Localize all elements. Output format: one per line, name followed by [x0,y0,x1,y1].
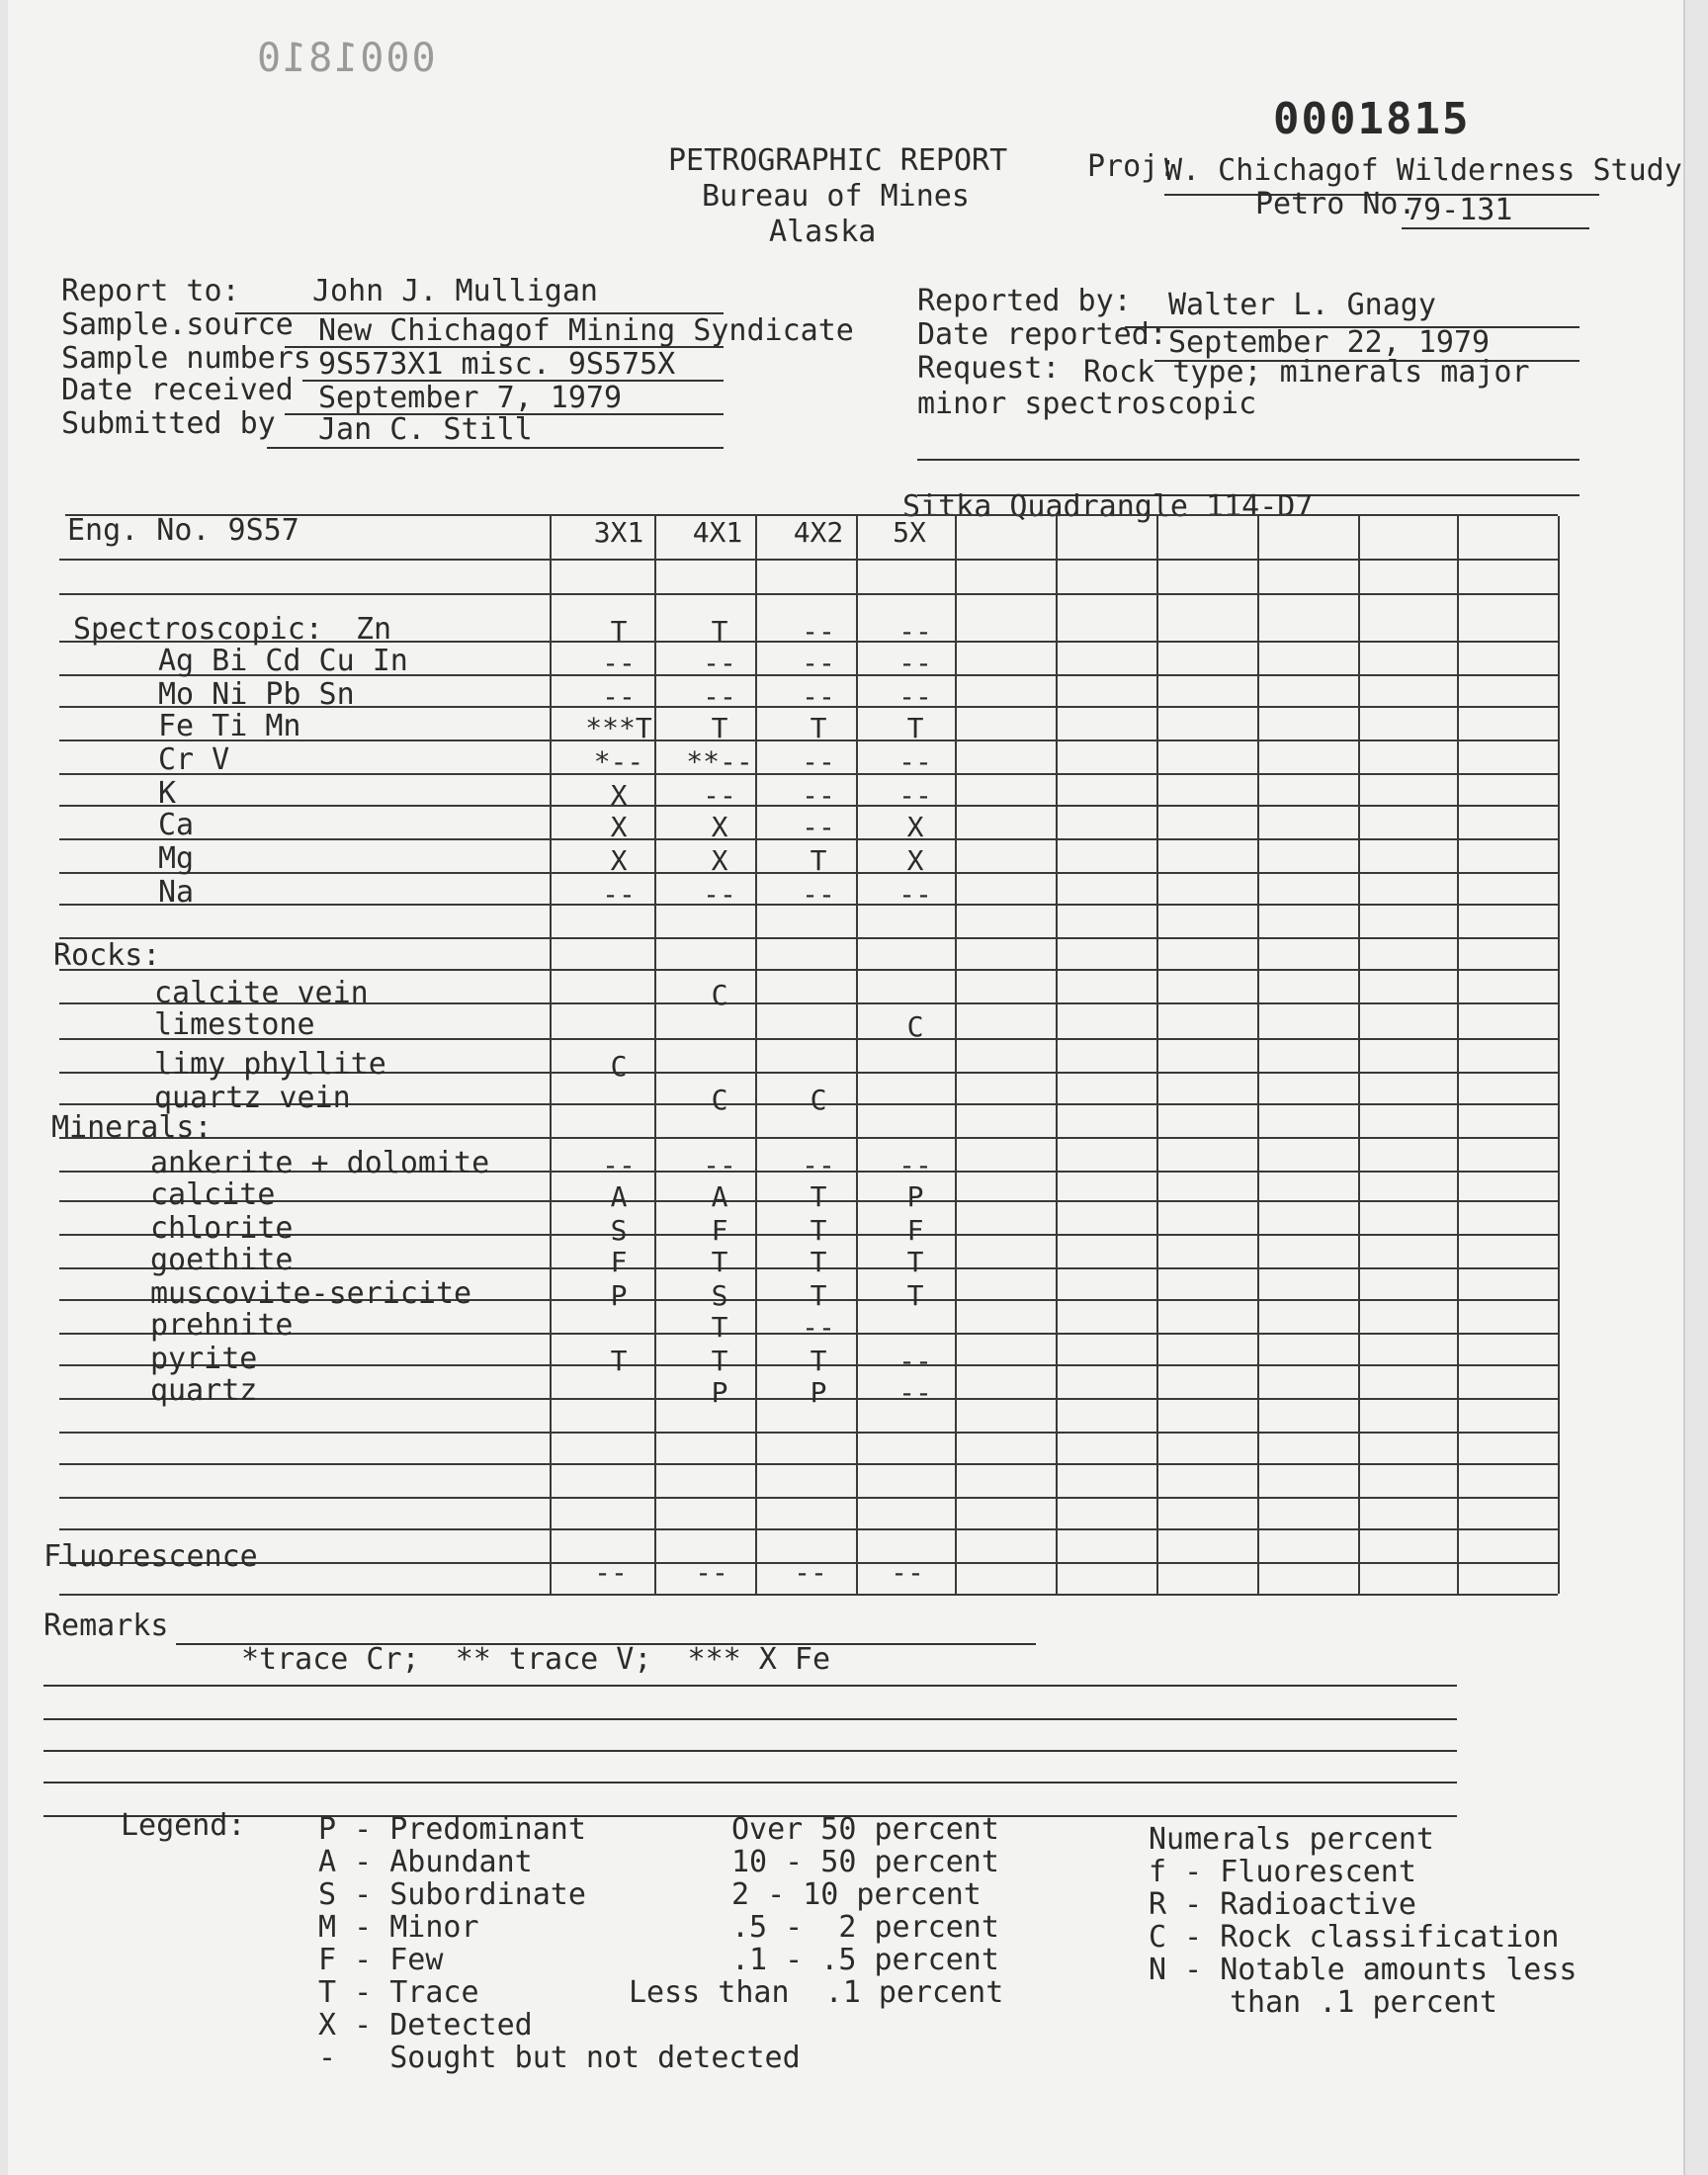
table-cell: -- [898,1376,932,1409]
legend-range: .5 - 2 percent [731,1910,999,1945]
table-cell: A [610,1180,628,1213]
report-to-value: John J. Mulligan [312,274,598,308]
legend-note: C - Rock classification [1149,1920,1560,1955]
table-cell: -- [802,745,835,778]
table-cell: -- [898,647,932,679]
table-cell: X [610,779,628,812]
petro-no-value: 79-131 [1406,193,1513,227]
table-cell: S [711,1279,728,1312]
table-cell: T [810,1246,827,1278]
table-cell: -- [898,1149,932,1181]
rock-row-label: limestone [154,1007,315,1042]
table-column-rule [550,516,552,1594]
request-label: Request: [917,351,1061,386]
table-column-rule [1457,516,1459,1594]
table-cell: -- [802,1311,835,1344]
legend-range: Less than .1 percent [629,1975,1004,2010]
table-cell: -- [703,779,736,812]
report-page [8,0,1685,2175]
legend-code: T - Trace [318,1975,479,2010]
reversed-stamp-number: 0001810 [255,36,436,81]
spectroscopic-row-label: Na [158,875,195,910]
rocks-label: Rocks: [53,938,161,973]
table-cell: X [711,811,728,843]
table-rule [59,937,1558,939]
legend-range: .1 - .5 percent [731,1943,999,1977]
table-cell: F [906,1214,924,1247]
column-header-5x: 5X [893,516,926,549]
table-cell: -- [802,878,835,911]
report-title: PETROGRAPHIC REPORT [668,143,1008,178]
table-column-rule [1257,516,1259,1594]
table-cell: -- [802,615,835,648]
table-rule [59,593,1558,595]
table-cell: -- [891,1556,924,1589]
report-to-label: Report to: [61,274,240,308]
legend-note: than .1 percent [1230,1985,1497,2020]
table-cell: -- [602,680,636,713]
table-cell: -- [898,615,932,648]
rock-row-label: limy phyllite [154,1047,386,1082]
table-cell: -- [898,1345,932,1377]
table-cell: ***T [585,712,652,744]
spectroscopic-row-label: Cr V [158,742,230,777]
proj-value: W. Chichagof Wilderness Study [1164,153,1682,188]
sample-source-label: Sample.source [61,307,294,342]
table-rule [59,1432,1558,1434]
table-cell: F [711,1214,728,1247]
legend-note: f - Fluorescent [1149,1855,1416,1889]
spectroscopic-row-label: Mg [158,841,195,876]
agency-name: Bureau of Mines [702,179,970,214]
table-cell: -- [898,745,932,778]
submitted-by-label: Submitted by [61,406,276,441]
table-cell: T [810,844,827,877]
legend-code: A - Abundant [318,1845,533,1879]
table-cell: C [711,1084,728,1116]
spectroscopic-row-label: Mo Ni Pb Sn [158,677,355,712]
spectroscopic-label: Spectroscopic: [73,612,323,647]
table-cell: X [610,844,628,877]
reported-by-label: Reported by: [917,284,1132,318]
date-reported-value: September 22, 1979 [1168,325,1491,360]
table-cell: -- [594,1556,628,1589]
sample-source-value: New Chichagof Mining Syndicate [318,313,854,348]
table-cell: T [711,1345,728,1377]
table-cell: T [610,615,628,648]
table-cell: -- [802,811,835,843]
legend-code: M - Minor [318,1910,479,1945]
legend-label: Legend: [121,1808,246,1843]
spectroscopic-row-label: Ca [158,808,195,842]
table-cell: T [810,1180,827,1213]
column-header-3x1: 3X1 [593,516,644,549]
table-cell: -- [703,878,736,911]
table-rule [59,1594,1558,1596]
table-cell: -- [794,1556,827,1589]
table-cell: T [810,1279,827,1312]
document-number-stamp: 0001815 [1273,94,1471,144]
table-cell: X [711,844,728,877]
date-received-label: Date received [61,373,294,407]
spectroscopic-row-label: Zn [356,612,392,647]
remarks-label: Remarks [43,1609,169,1643]
table-cell: C [711,979,728,1011]
legend-note: N - Notable amounts less [1149,1953,1578,1987]
table-cell: -- [898,680,932,713]
table-rule [59,1137,1558,1139]
mineral-row-label: prehnite [150,1308,294,1343]
spectroscopic-row-label: K [158,776,177,811]
table-cell: T [711,712,728,744]
table-cell: -- [898,878,932,911]
table-cell: -- [703,1149,736,1181]
table-cell: F [610,1246,628,1278]
table-cell: -- [802,680,835,713]
legend-code: F - Few [318,1943,444,1977]
petro-no-label: Petro No. [1255,187,1416,221]
table-cell: T [810,1345,827,1377]
mineral-row-label: calcite [150,1177,276,1212]
table-cell: T [906,1246,924,1278]
table-cell: -- [602,647,636,679]
table-cell: P [906,1180,924,1213]
remarks-text: *trace Cr; ** trace V; *** X Fe [241,1642,831,1677]
sample-numbers-value: 9S573X1 misc. 9S575X [318,347,676,382]
spectroscopic-row-label: Fe Ti Mn [158,709,301,743]
table-cell: -- [703,680,736,713]
column-header-4x1: 4X1 [692,516,743,549]
table-cell: T [711,1246,728,1278]
date-received-value: September 7, 1979 [318,381,623,415]
table-cell: P [610,1279,628,1312]
mineral-row-label: chlorite [150,1211,294,1246]
table-rule [59,1497,1558,1499]
table-column-rule [1358,516,1360,1594]
legend-note: Numerals percent [1149,1822,1434,1857]
table-cell: -- [703,647,736,679]
table-cell: T [810,1214,827,1247]
table-cell: *-- [593,745,644,778]
mineral-row-label: goethite [150,1243,294,1277]
minerals-label: Minerals: [51,1110,213,1145]
table-cell: P [711,1376,728,1409]
table-cell: T [906,712,924,744]
table-cell: T [610,1345,628,1377]
mineral-row-label: muscovite-sericite [150,1276,472,1311]
mineral-row-label: quartz [150,1373,258,1408]
table-cell: -- [802,1149,835,1181]
table-rule [59,1528,1558,1530]
table-cell: A [711,1180,728,1213]
mineral-row-label: ankerite + dolomite [150,1146,490,1180]
proj-label: Proj: [1087,149,1177,184]
table-cell: -- [602,878,636,911]
table-column-rule [1558,516,1560,1594]
column-header-4x2: 4X2 [793,516,844,549]
reported-by-value: Walter L. Gnagy [1168,288,1436,322]
state-name: Alaska [769,215,877,249]
spectroscopic-row-label: Ag Bi Cd Cu In [158,644,408,678]
request-value-line2: minor spectroscopic [917,387,1257,421]
table-cell: P [810,1376,827,1409]
eng-no-label: Eng. No. 9S57 [67,513,299,548]
table-column-rule [1056,516,1058,1594]
date-reported-label: Date reported: [917,317,1167,352]
sample-numbers-label: Sample numbers [61,341,311,376]
legend-note: R - Radioactive [1149,1887,1416,1922]
legend-code: P - Predominant [318,1812,586,1847]
table-cell: T [711,1311,728,1344]
legend-range: 10 - 50 percent [731,1845,999,1879]
legend-range: 2 - 10 percent [731,1877,982,1912]
table-cell: C [906,1010,924,1043]
table-rule [59,969,1558,971]
table-cell: -- [802,779,835,812]
table-cell: X [906,811,924,843]
table-cell: C [610,1050,628,1083]
table-cell: **-- [686,745,753,778]
table-cell: T [906,1279,924,1312]
legend-code: - Sought but not detected [318,2041,801,2075]
table-cell: X [610,811,628,843]
table-cell: -- [695,1556,728,1589]
table-cell: -- [898,779,932,812]
legend-code: X - Detected [318,2008,533,2043]
table-cell: -- [602,1149,636,1181]
table-rule [59,1463,1558,1465]
rock-row-label: calcite vein [154,976,369,1010]
mineral-row-label: pyrite [150,1342,258,1376]
legend-range: Over 50 percent [731,1812,999,1847]
table-cell: X [906,844,924,877]
table-cell: -- [802,647,835,679]
fluorescence-label: Fluorescence [43,1539,258,1574]
table-rule [59,559,1558,561]
submitted-by-value: Jan C. Still [318,412,533,447]
legend-code: S - Subordinate [318,1877,586,1912]
table-cell: T [711,615,728,648]
table-cell: C [810,1084,827,1116]
table-cell: T [810,712,827,744]
table-cell: S [610,1214,628,1247]
quadrangle-label: Sitka Quadrangle 114-D7 [902,489,1314,524]
table-column-rule [1156,516,1158,1594]
table-column-rule [955,516,957,1594]
request-value: Rock type; minerals major [1083,355,1530,390]
rock-row-label: quartz vein [154,1081,351,1115]
